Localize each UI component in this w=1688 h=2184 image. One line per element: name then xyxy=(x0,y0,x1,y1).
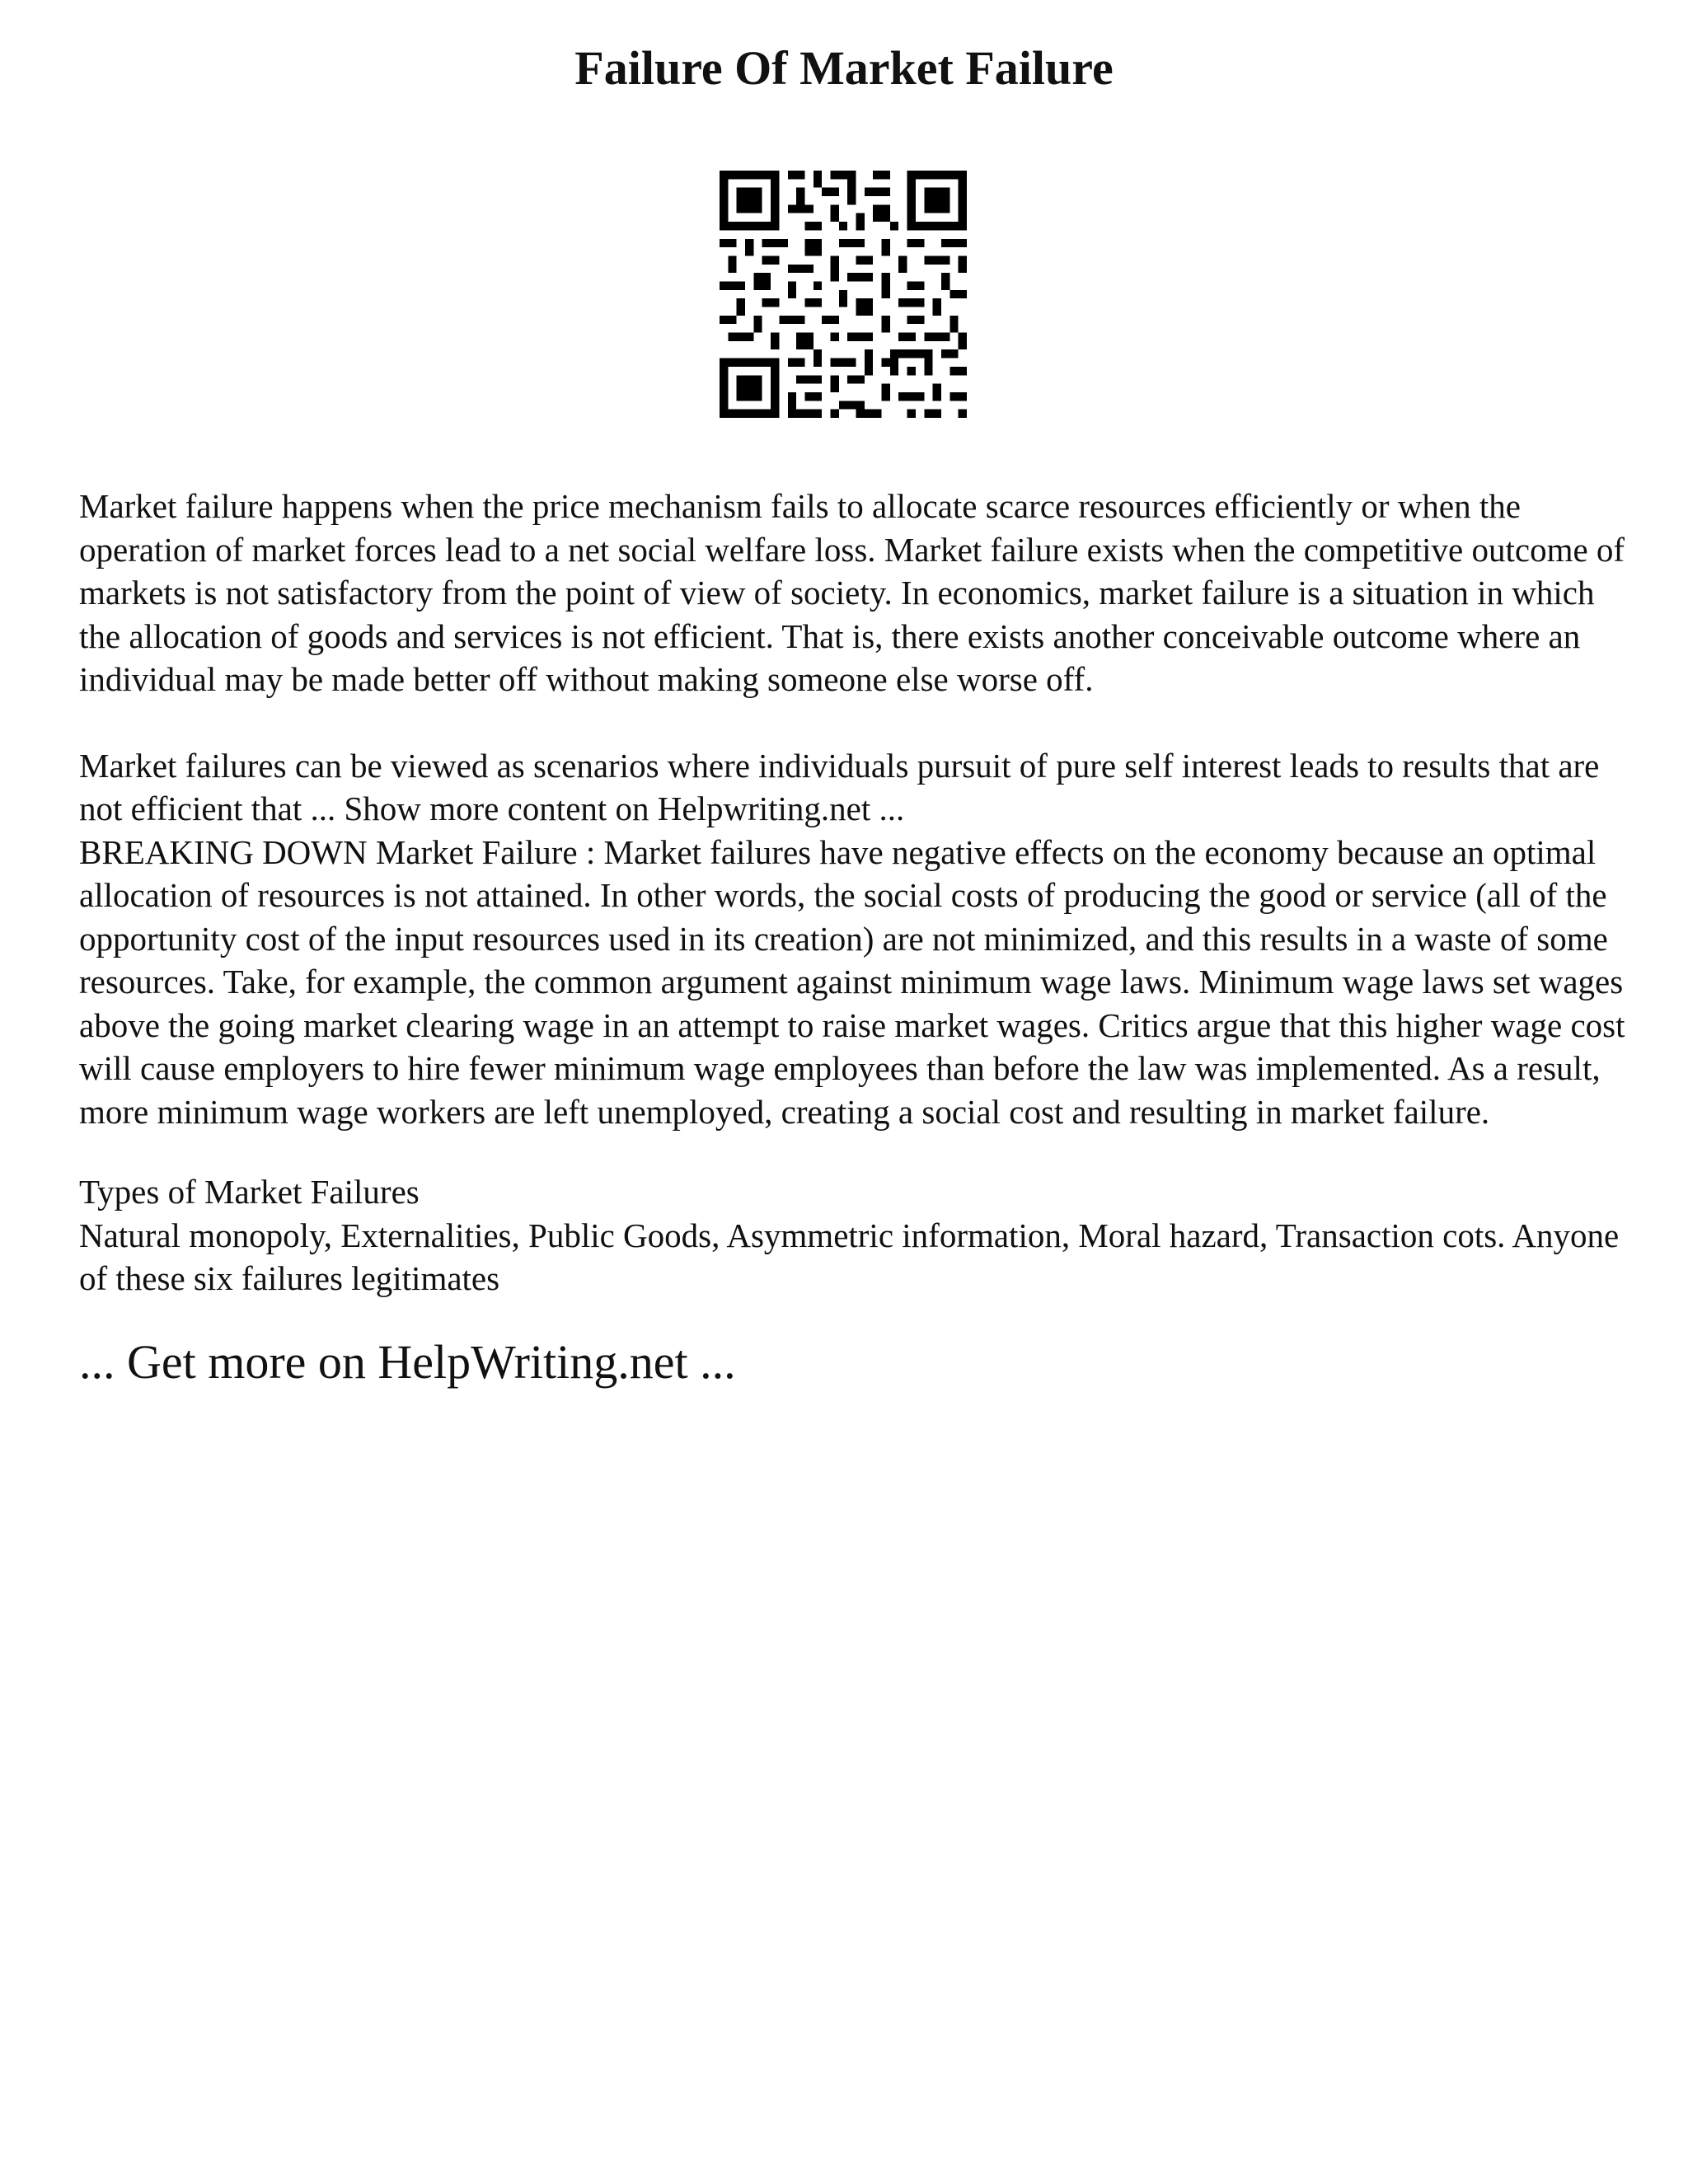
paragraph-types-list: Natural monopoly, Externalities, Public Goods, Asymmetric information, Moral hazard, Transaction cots. Anyone of these six failures legitimates xyxy=(79,1216,1620,1297)
qr-code-icon xyxy=(720,171,967,418)
paragraph-scenarios: Market failures can be viewed as scenarios where individuals pursuit of pure self interest leads to results that are not efficient that ... Show more content on Helpwriting.net ... xyxy=(79,746,1600,827)
types-heading: Types of Market Failures xyxy=(79,1173,420,1211)
page-title: Failure Of Market Failure xyxy=(574,41,1114,95)
get-more-link[interactable]: ... Get more on HelpWriting.net ... xyxy=(79,1334,736,1389)
paragraph-intro: Market failure happens when the price mechanism fails to allocate scarce resources efficiently or when the operation of market forces lead to a net social welfare loss. Market failure exists when the competitive outcome of markets is not satisfactory from the point of view of society. In economics, market failure is a situation in which the allocation of goods and services is not efficient. That is, there exists another conceivable outcome where an individual may be made better off without making someone else worse off. xyxy=(79,487,1625,698)
paragraph-breaking-down: BREAKING DOWN Market Failure : Market failures have negative effects on the economy because an optimal allocation of resources is not attained. In other words, the social costs of producing the good or service (all of the opportunity cost of the input resources used in its creation) are not minimized, and this results in a waste of some resources. Take, for example, the common argument against minimum wage laws. Minimum wage laws set wages above the going market clearing wage in an attempt to raise market wages. Critics argue that this higher wage cost will cause employers to hire fewer minimum wage employees than before the law was implemented. As a result, more minimum wage workers are left unemployed, creating a social cost and resulting in market failure. xyxy=(79,832,1625,1131)
article-body xyxy=(79,485,1629,1391)
